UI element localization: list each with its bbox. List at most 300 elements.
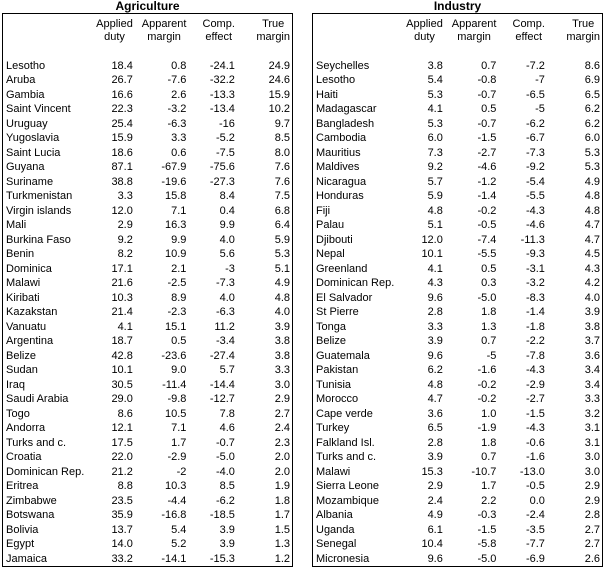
value-cell: -2.5 (167, 277, 187, 290)
agriculture-panel (2, 0, 293, 567)
value-cell: 13.7 (111, 523, 133, 536)
value-cell: 7.8 (219, 407, 235, 420)
value-cell: 3.3 (427, 320, 443, 333)
value-cell: -19.6 (161, 175, 187, 188)
value-cell: -7 (535, 74, 545, 87)
value-cell: -2.7 (525, 393, 545, 406)
value-cell: 17.5 (111, 436, 133, 449)
value-cell: -0.7 (477, 117, 497, 130)
value-cell: 6.0 (427, 132, 443, 145)
value-cell: 24.6 (268, 74, 290, 87)
table-row (3, 349, 293, 364)
table-row (3, 146, 293, 161)
table-row (313, 88, 603, 103)
table-row (313, 480, 603, 495)
value-cell: -6.3 (167, 117, 187, 130)
value-cell: 2.9 (274, 393, 290, 406)
country-cell: Jamaica (6, 552, 47, 565)
country-cell: Belize (316, 335, 346, 348)
value-cell: 0.7 (481, 59, 497, 72)
value-cell: 8.4 (219, 190, 235, 203)
value-cell: 4.1 (427, 103, 443, 116)
value-cell: 5.3 (274, 248, 290, 261)
value-cell: 5.2 (171, 538, 187, 551)
value-cell: 22.0 (111, 451, 133, 464)
value-cell: -0.5 (525, 480, 545, 493)
value-cell: -1.2 (477, 175, 497, 188)
country-cell: Greenland (316, 262, 368, 275)
country-cell: Gambia (6, 88, 45, 101)
table-row (3, 233, 293, 248)
value-cell: -6.9 (525, 552, 545, 565)
value-cell: 18.4 (111, 59, 133, 72)
country-cell: Cape verde (316, 407, 373, 420)
value-cell: 2.8 (427, 306, 443, 319)
value-cell: 6.5 (584, 88, 600, 101)
value-cell: 38.8 (111, 175, 133, 188)
value-cell: 25.4 (111, 117, 133, 130)
country-cell: Kazakstan (6, 306, 58, 319)
table-row (3, 291, 293, 306)
table-row (313, 494, 603, 509)
value-cell: -9.8 (167, 393, 187, 406)
value-cell: 9.6 (427, 291, 443, 304)
value-cell: -6.5 (525, 88, 545, 101)
value-cell: 4.0 (219, 233, 235, 246)
value-cell: 1.7 (171, 436, 187, 449)
table-row (3, 378, 293, 393)
country-cell: Mali (6, 219, 27, 232)
value-cell: 9.0 (171, 364, 187, 377)
table-row (313, 277, 603, 292)
value-cell: -1.5 (525, 407, 545, 420)
value-cell: 24.9 (268, 59, 290, 72)
value-cell: 4.2 (584, 277, 600, 290)
value-cell: 4.0 (584, 291, 600, 304)
value-cell: -0.2 (477, 393, 497, 406)
table-row (313, 349, 603, 364)
table-row (3, 335, 293, 350)
country-cell: Turkey (316, 422, 350, 435)
country-cell: Turkmenistan (6, 190, 73, 203)
value-cell: 6.2 (584, 117, 600, 130)
value-cell: 87.1 (111, 161, 133, 174)
value-cell: 3.9 (427, 451, 443, 464)
table-row (313, 219, 603, 234)
table-title-industry: Industry (433, 0, 482, 13)
value-cell: 10.2 (268, 103, 290, 116)
table-row (3, 465, 293, 480)
value-cell: 15.3 (421, 465, 443, 478)
table-row (3, 190, 293, 205)
country-cell: Saudi Arabia (6, 393, 69, 406)
value-cell: 5.9 (427, 190, 443, 203)
value-cell: 23.5 (111, 494, 133, 507)
value-cell: 2.7 (584, 538, 600, 551)
value-cell: 0.3 (481, 277, 497, 290)
table-row (313, 248, 603, 263)
value-cell: 0.7 (481, 335, 497, 348)
table-row (313, 509, 603, 524)
table-row (3, 494, 293, 509)
country-cell: Saint Lucia (6, 146, 61, 159)
country-cell: Belize (6, 349, 36, 362)
value-cell: 2.0 (274, 451, 290, 464)
column-header-apparent-margin (445, 14, 499, 45)
column-header-applied-duty (92, 14, 134, 45)
country-cell: Dominican Rep. (316, 277, 395, 290)
value-cell: -2 (176, 465, 187, 478)
value-cell: 8.2 (117, 248, 133, 261)
value-cell: 21.2 (111, 465, 133, 478)
value-cell: -11.3 (520, 233, 545, 246)
value-cell: 4.3 (427, 277, 443, 290)
value-cell: -3.4 (215, 335, 235, 348)
value-cell: 0.5 (171, 335, 187, 348)
value-cell: 9.9 (171, 233, 187, 246)
value-cell: 10.9 (164, 248, 187, 261)
value-cell: -5 (486, 349, 497, 362)
country-cell: Argentina (6, 335, 54, 348)
table-row (3, 248, 293, 263)
country-cell: Morocco (316, 393, 359, 406)
value-cell: 5.1 (274, 262, 290, 275)
country-cell: Uruguay (6, 117, 48, 130)
table-row (313, 436, 603, 451)
value-cell: -2.4 (525, 509, 545, 522)
country-cell: Togo (6, 407, 30, 420)
value-cell: 1.3 (481, 320, 497, 333)
value-cell: 2.8 (584, 509, 600, 522)
value-cell: 3.0 (584, 465, 600, 478)
value-cell: 21.4 (111, 306, 133, 319)
value-cell: 3.1 (584, 436, 600, 449)
country-cell: St Pierre (316, 306, 359, 319)
country-cell: Suriname (6, 175, 54, 188)
value-cell: 2.6 (171, 88, 187, 101)
table-row (3, 262, 293, 277)
country-cell: Burkina Faso (6, 233, 71, 246)
table-row (313, 407, 603, 422)
value-cell: 0.5 (481, 262, 497, 275)
column-header-comp-effect (498, 14, 547, 45)
value-cell: 10.4 (421, 538, 443, 551)
value-cell: -1.6 (525, 451, 545, 464)
industry-panel (312, 0, 603, 567)
country-cell: Croatia (6, 451, 42, 464)
value-cell: -4.6 (525, 219, 545, 232)
column-header-applied-duty (402, 14, 444, 45)
value-cell: -7.7 (525, 538, 545, 551)
table-row (3, 538, 293, 553)
value-cell: 6.2 (427, 364, 443, 377)
table-row (313, 103, 603, 118)
value-cell: 3.9 (427, 335, 443, 348)
value-cell: -4.3 (525, 204, 545, 217)
country-cell: Zimbabwe (6, 494, 57, 507)
value-cell: -0.8 (477, 74, 497, 87)
value-cell: 4.8 (584, 190, 600, 203)
agriculture-table-body (3, 59, 293, 567)
value-cell: 7.6 (274, 175, 290, 188)
value-cell: 8.9 (171, 291, 187, 304)
value-cell: 5.1 (427, 219, 443, 232)
value-cell: -14.1 (161, 552, 187, 565)
value-cell: 2.0 (274, 465, 290, 478)
value-cell: 4.8 (427, 204, 443, 217)
value-cell: 3.1 (584, 422, 600, 435)
table-row (313, 175, 603, 190)
table-row (3, 436, 293, 451)
value-cell: -27.4 (209, 349, 235, 362)
value-cell: -24.1 (209, 59, 235, 72)
table-row (3, 161, 293, 176)
value-cell: 8.8 (117, 480, 133, 493)
country-cell: Turks and c. (6, 436, 67, 449)
country-cell: Andorra (6, 422, 46, 435)
value-cell: 3.9 (219, 538, 235, 551)
column-header-true-margin (237, 14, 293, 45)
value-cell: 4.7 (584, 219, 600, 232)
value-cell: 9.7 (274, 117, 290, 130)
value-cell: -27.3 (209, 175, 235, 188)
value-cell: 2.4 (427, 494, 443, 507)
country-cell: Dominican Rep. (6, 465, 85, 478)
country-cell: Sudan (6, 364, 38, 377)
value-cell: -4.6 (477, 161, 497, 174)
spacer-row (3, 44, 293, 59)
value-cell: -6.7 (525, 132, 545, 145)
value-cell: 2.7 (274, 407, 290, 420)
value-cell: -9.3 (525, 248, 545, 261)
header-label: True margin (256, 18, 290, 43)
value-cell: 10.3 (111, 291, 133, 304)
value-cell: 4.9 (584, 175, 600, 188)
value-cell: 15.1 (164, 320, 187, 333)
table-row (3, 88, 293, 103)
table-row (3, 132, 293, 147)
column-header-true-margin (547, 14, 603, 45)
value-cell: -7.3 (215, 277, 235, 290)
table-row (3, 175, 293, 190)
country-cell: Mozambique (316, 494, 379, 507)
value-cell: 3.8 (584, 320, 600, 333)
country-cell: Nepal (316, 248, 345, 261)
value-cell: -7.4 (477, 233, 497, 246)
value-cell: 5.4 (171, 523, 187, 536)
value-cell: -0.7 (477, 88, 497, 101)
country-cell: Madagascar (316, 103, 377, 116)
value-cell: 4.7 (427, 393, 443, 406)
value-cell: 0.8 (171, 59, 187, 72)
value-cell: 3.3 (117, 190, 133, 203)
value-cell: 1.7 (274, 509, 290, 522)
value-cell: 3.6 (584, 349, 600, 362)
table-title-agriculture: Agriculture (115, 0, 180, 13)
value-cell: 9.6 (427, 349, 443, 362)
value-cell: -23.6 (161, 349, 187, 362)
value-cell: 3.0 (584, 451, 600, 464)
value-cell: -7.8 (525, 349, 545, 362)
country-cell: Palau (316, 219, 345, 232)
value-cell: 2.9 (584, 494, 600, 507)
country-cell: Saint Vincent (6, 103, 71, 116)
value-cell: 2.9 (117, 219, 133, 232)
value-cell: -1.6 (477, 364, 497, 377)
value-cell: -7.2 (525, 59, 545, 72)
country-cell: Malawi (6, 277, 41, 290)
table-row (313, 523, 603, 538)
table-row (313, 378, 603, 393)
value-cell: -13.0 (519, 465, 545, 478)
value-cell: -0.2 (477, 378, 497, 391)
value-cell: 6.1 (427, 523, 443, 536)
table-row (313, 59, 603, 74)
value-cell: -2.9 (525, 378, 545, 391)
table-row (313, 393, 603, 408)
value-cell: -0.3 (477, 509, 497, 522)
header-label: Comp. effect (202, 18, 235, 43)
value-cell: 2.7 (584, 523, 600, 536)
country-cell: Senegal (316, 538, 357, 551)
value-cell: -0.7 (215, 436, 235, 449)
table-row (3, 552, 293, 567)
value-cell: 4.7 (584, 233, 600, 246)
value-cell: -3.1 (525, 262, 545, 275)
value-cell: -6.2 (215, 494, 235, 507)
country-cell: Guatemala (316, 349, 370, 362)
country-cell: Djibouti (316, 233, 353, 246)
value-cell: 9.2 (427, 161, 443, 174)
table-row (313, 117, 603, 132)
country-cell: El Salvador (316, 291, 373, 304)
header-label: Applied duty (96, 18, 133, 43)
value-cell: -4.3 (525, 364, 545, 377)
value-cell: 0.6 (171, 146, 187, 159)
table-row (3, 74, 293, 89)
value-cell: 26.7 (111, 74, 133, 87)
value-cell: 10.3 (164, 480, 187, 493)
value-cell: -5.0 (477, 552, 497, 565)
table-row (313, 306, 603, 321)
industry-table-body (313, 59, 603, 567)
value-cell: -16.8 (161, 509, 187, 522)
value-cell: 8.6 (584, 59, 600, 72)
country-cell: Yugoslavia (6, 132, 60, 145)
country-cell: Lesotho (6, 59, 46, 72)
value-cell: 3.8 (274, 349, 290, 362)
country-cell: Pakistan (316, 364, 359, 377)
country-cell: Iraq (6, 378, 25, 391)
country-cell: Botswana (6, 509, 55, 522)
value-cell: 4.0 (274, 306, 290, 319)
value-cell: 4.1 (117, 320, 133, 333)
header-label: Apparent margin (141, 18, 187, 43)
value-cell: -67.9 (161, 161, 187, 174)
table-row (313, 132, 603, 147)
value-cell: -4.4 (167, 494, 187, 507)
value-cell: 4.8 (427, 378, 443, 391)
value-cell: 2.2 (481, 494, 497, 507)
value-cell: 4.6 (219, 422, 235, 435)
value-cell: 30.5 (111, 378, 133, 391)
country-cell: Bangladesh (316, 117, 375, 130)
value-cell: -32.2 (209, 74, 235, 87)
value-cell: 1.9 (274, 480, 290, 493)
value-cell: -0.5 (477, 219, 497, 232)
value-cell: 3.3 (584, 393, 600, 406)
value-cell: 3.9 (274, 320, 290, 333)
table-row (3, 480, 293, 495)
value-cell: 8.6 (117, 407, 133, 420)
value-cell: 3.9 (219, 523, 235, 536)
table-row (313, 204, 603, 219)
value-cell: -7.5 (215, 146, 235, 159)
value-cell: 10.5 (164, 407, 187, 420)
table-row (313, 465, 603, 480)
value-cell: -10.7 (471, 465, 497, 478)
country-cell: Benin (6, 248, 35, 261)
value-cell: -1.5 (477, 132, 497, 145)
value-cell: 4.3 (584, 262, 600, 275)
table-row (3, 59, 293, 74)
table-row (3, 103, 293, 118)
header-label: Comp. effect (512, 18, 545, 43)
value-cell: -5 (535, 103, 545, 116)
table-row (313, 320, 603, 335)
table-row (313, 161, 603, 176)
value-cell: -1.8 (525, 320, 545, 333)
value-cell: 10.1 (111, 364, 133, 377)
value-cell: -5.8 (477, 538, 497, 551)
value-cell: 2.3 (274, 436, 290, 449)
country-cell: Seychelles (316, 59, 370, 72)
value-cell: -2.9 (167, 451, 187, 464)
value-cell: 1.8 (274, 494, 290, 507)
value-cell: 5.3 (584, 161, 600, 174)
table-row (313, 451, 603, 466)
table-row (313, 422, 603, 437)
table-row (313, 190, 603, 205)
value-cell: -8.3 (525, 291, 545, 304)
table-row (3, 277, 293, 292)
country-cell: Sierra Leone (316, 480, 379, 493)
value-cell: 3.8 (427, 59, 443, 72)
table-row (3, 117, 293, 132)
country-cell: Vanuatu (6, 320, 47, 333)
value-cell: 22.3 (111, 103, 133, 116)
country-cell: Aruba (6, 74, 36, 87)
value-cell: 3.3 (274, 364, 290, 377)
value-cell: -18.5 (209, 509, 235, 522)
country-cell: Falkland Isl. (316, 436, 375, 449)
country-cell: Fiji (316, 204, 331, 217)
table-row (3, 407, 293, 422)
table-row (3, 509, 293, 524)
value-cell: 5.4 (427, 74, 443, 87)
value-cell: 3.2 (584, 407, 600, 420)
country-cell: Tonga (316, 320, 346, 333)
value-cell: -7.3 (525, 146, 545, 159)
value-cell: 4.9 (427, 509, 443, 522)
table-row (313, 74, 603, 89)
value-cell: 16.6 (111, 88, 133, 101)
value-cell: -4.0 (215, 465, 235, 478)
value-cell: 29.0 (111, 393, 133, 406)
country-cell: Maldives (316, 161, 360, 174)
value-cell: 6.0 (584, 132, 600, 145)
value-cell: 16.3 (164, 219, 187, 232)
